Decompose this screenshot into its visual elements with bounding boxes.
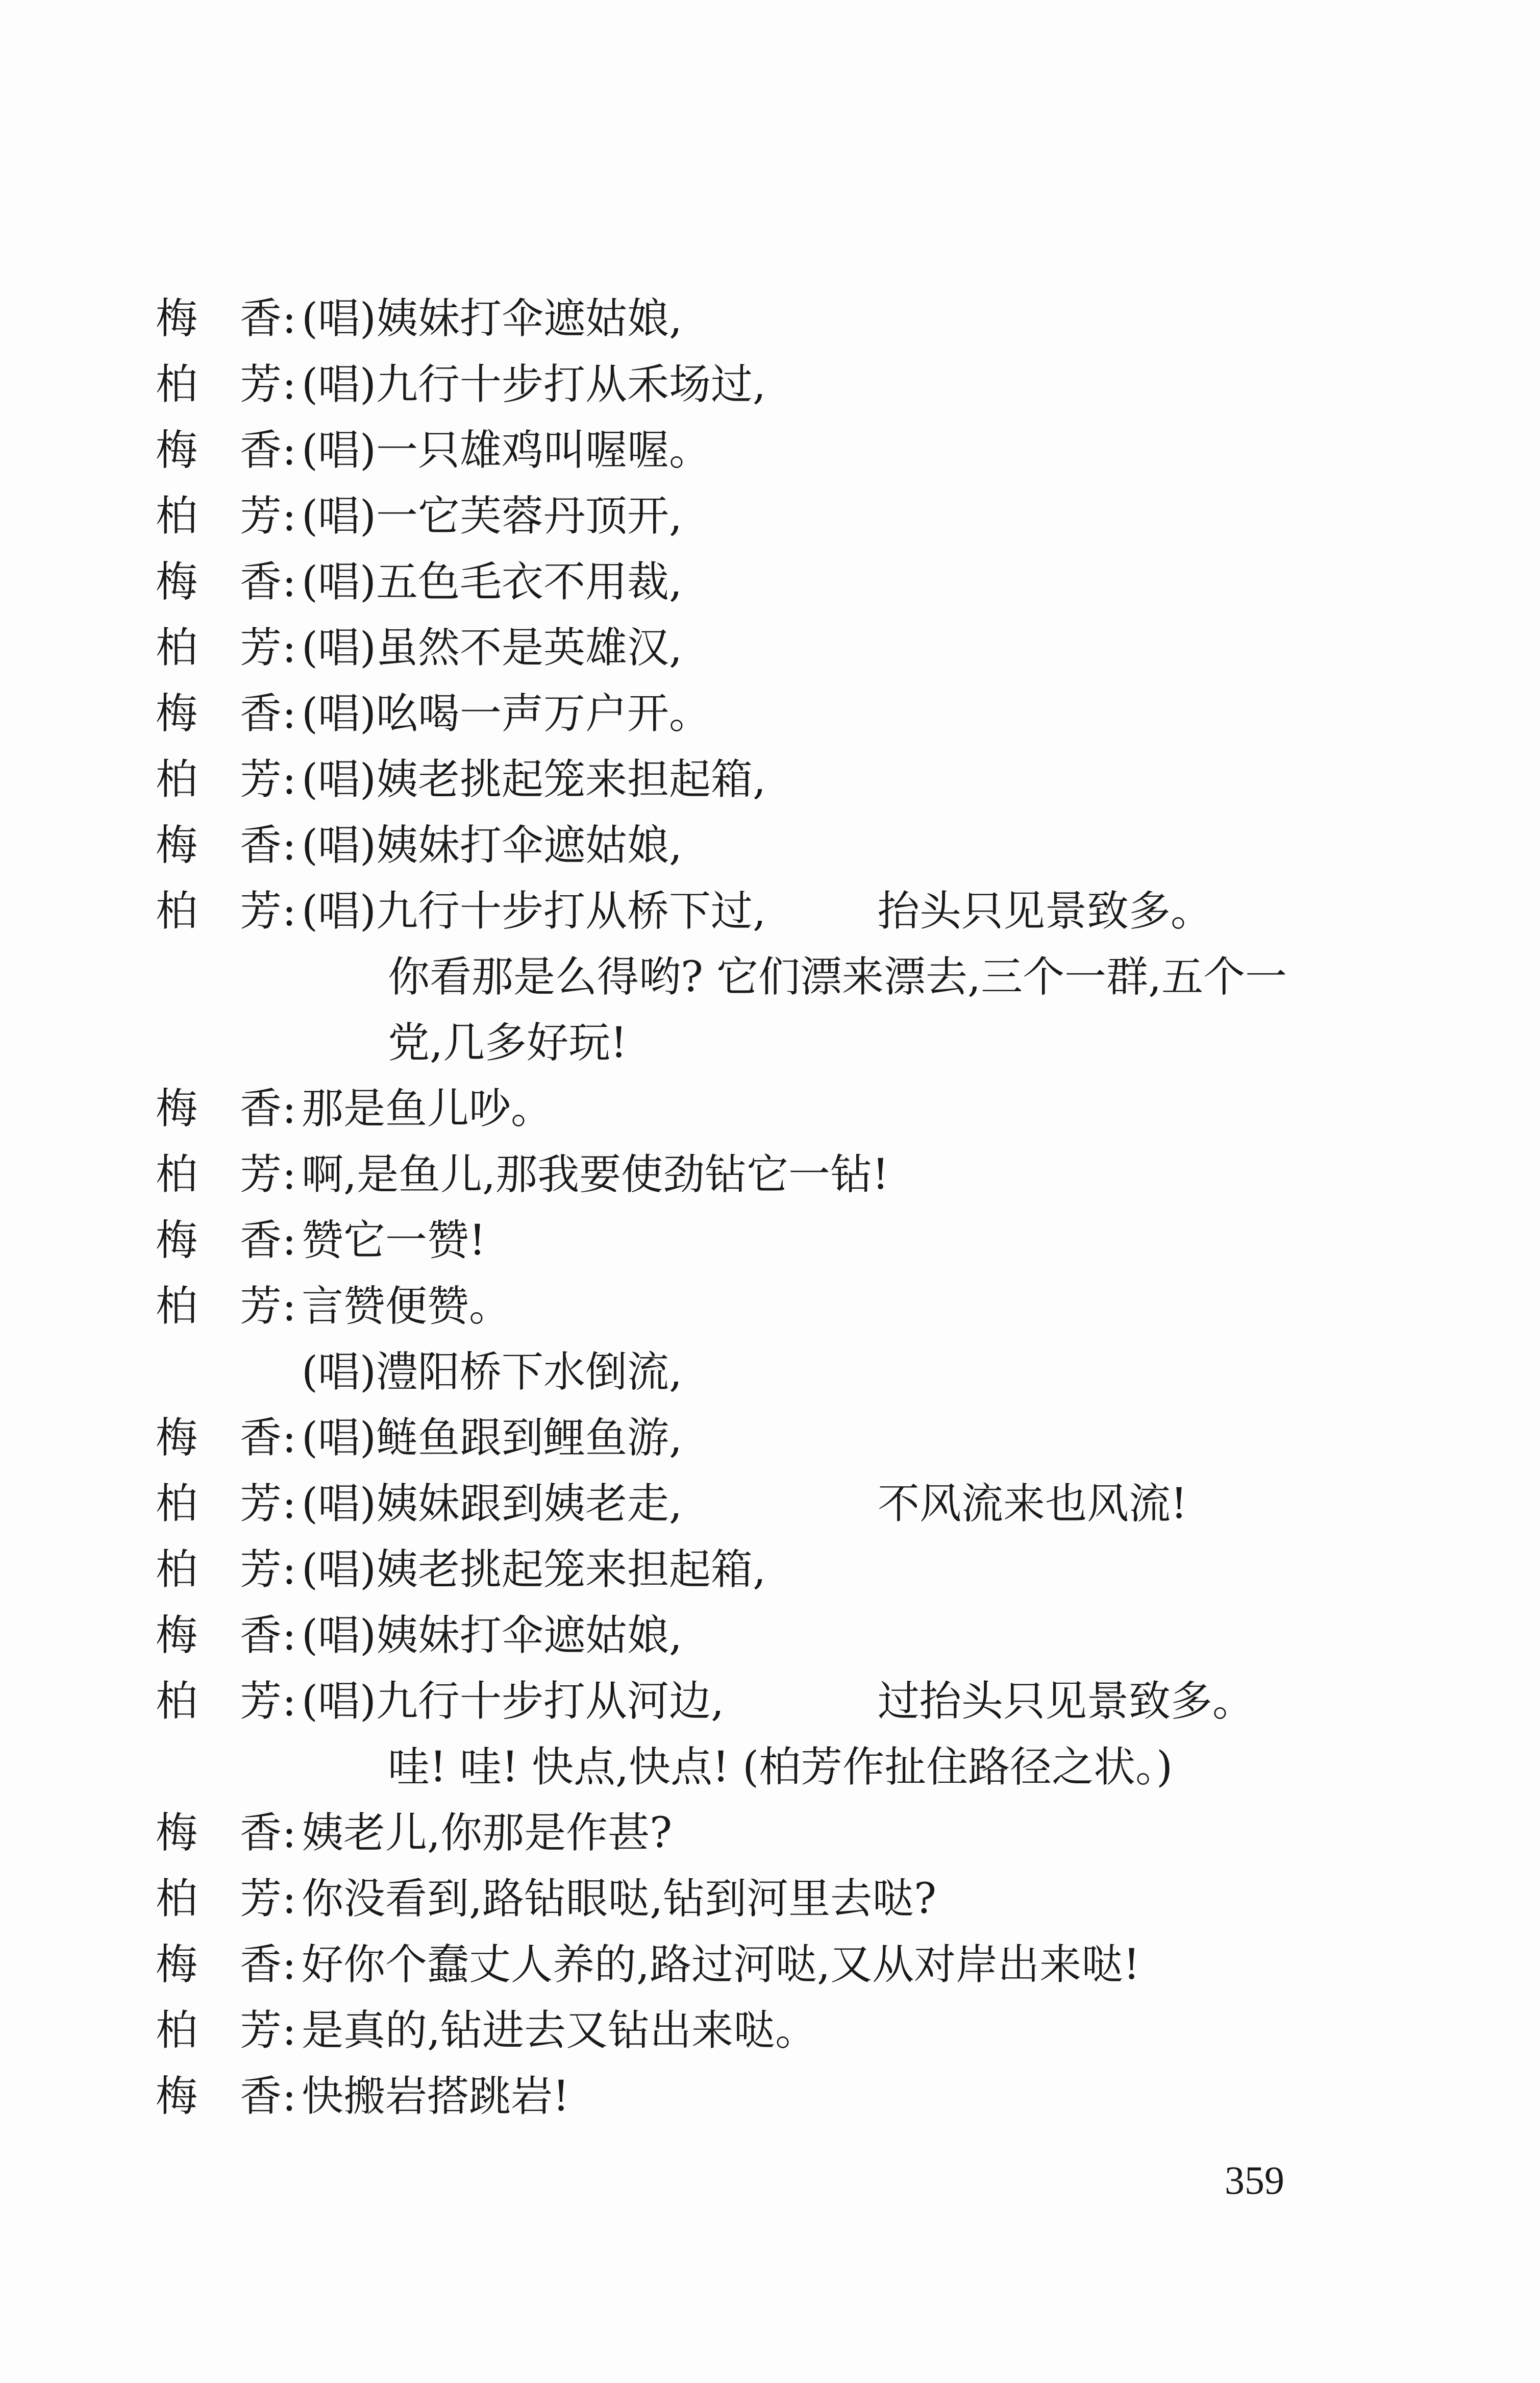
speaker-colon: : bbox=[282, 2006, 296, 2055]
speaker-char-2: 香 bbox=[240, 1809, 282, 1857]
dialogue-text: 是真的,钻进去又钻出来哒。 bbox=[302, 2006, 817, 2055]
speaker-colon: : bbox=[282, 1414, 296, 1462]
speaker-char-2: 香 bbox=[240, 1085, 282, 1133]
speaker-colon: : bbox=[282, 887, 296, 936]
dialogue-aside-text: 不风流来也风流! bbox=[878, 1480, 1187, 1528]
speaker-colon: : bbox=[282, 1085, 296, 1133]
dialogue-text: 言赞便赞。 bbox=[302, 1282, 511, 1331]
speaker-colon: : bbox=[282, 1809, 296, 1857]
speaker-colon: : bbox=[282, 360, 296, 409]
dialogue-continuation bbox=[156, 1734, 1380, 1800]
speaker-char-2: 香 bbox=[240, 1216, 282, 1265]
speaker-colon: : bbox=[282, 1875, 296, 1923]
dialogue-text: 啊,是鱼儿,那我要使劲钻它一钻! bbox=[302, 1150, 889, 1199]
dialogue-text: 好你个蠢丈人养的,路过河哒,又从对岸出来哒! bbox=[302, 1940, 1140, 1989]
page-number: 359 bbox=[1225, 2158, 1284, 2202]
speaker-char-2: 芳 bbox=[240, 1150, 282, 1199]
dialogue-line bbox=[156, 1932, 1380, 1998]
dialogue-line bbox=[156, 615, 1380, 681]
dialogue-line bbox=[156, 1208, 1380, 1273]
speaker-char-1: 梅 bbox=[156, 1809, 198, 1857]
speaker-colon: : bbox=[282, 1282, 296, 1331]
speaker-char-1: 梅 bbox=[156, 1414, 198, 1462]
speaker-char-1: 梅 bbox=[156, 2072, 198, 2121]
dialogue-text: (唱)澧阳桥下水倒流, bbox=[302, 1348, 683, 1396]
speaker-colon: : bbox=[282, 1216, 296, 1265]
speaker-char-2: 香 bbox=[240, 1611, 282, 1660]
script-body bbox=[156, 286, 1380, 2129]
dialogue-text: (唱)九行十步打从河边, bbox=[302, 1677, 725, 1726]
speaker-char-1: 梅 bbox=[156, 1085, 198, 1133]
speaker-char-1: 梅 bbox=[156, 558, 198, 606]
speaker-char-1: 柏 bbox=[156, 1480, 198, 1528]
dialogue-aside-text: 抬头只见景致多。 bbox=[878, 887, 1213, 936]
speaker-colon: : bbox=[282, 821, 296, 870]
dialogue-text: 快搬岩搭跳岩! bbox=[302, 2072, 569, 2121]
dialogue-text: 哇! 哇! 快点,快点! (柏芳作扯住路径之状。) bbox=[388, 1743, 1173, 1791]
speaker-colon: : bbox=[282, 492, 296, 541]
speaker-char-2: 芳 bbox=[240, 1875, 282, 1923]
dialogue-text: (唱)一它芙蓉丹顶开, bbox=[302, 492, 683, 541]
speaker-char-2: 香 bbox=[240, 426, 282, 475]
dialogue-line bbox=[156, 878, 1380, 944]
speaker-char-2: 香 bbox=[240, 1940, 282, 1989]
dialogue-aside-text: 过抬头只见景致多。 bbox=[878, 1677, 1255, 1726]
dialogue-text: (唱)九行十步打从桥下过, bbox=[302, 887, 766, 936]
speaker-char-1: 梅 bbox=[156, 426, 198, 475]
speaker-char-2: 芳 bbox=[240, 1677, 282, 1726]
speaker-colon: : bbox=[282, 426, 296, 475]
dialogue-text: (唱)姨妹打伞遮姑娘, bbox=[302, 294, 683, 343]
speaker-colon: : bbox=[282, 1940, 296, 1989]
speaker-char-2: 香 bbox=[240, 821, 282, 870]
dialogue-text: (唱)姨老挑起笼来担起箱, bbox=[302, 1545, 766, 1594]
speaker-colon: : bbox=[282, 1150, 296, 1199]
dialogue-line bbox=[156, 2063, 1380, 2129]
dialogue-text: 赞它一赞! bbox=[302, 1216, 486, 1265]
speaker-char-1: 柏 bbox=[156, 1150, 198, 1199]
speaker-char-1: 梅 bbox=[156, 294, 198, 343]
dialogue-text: (唱)鲢鱼跟到鲤鱼游, bbox=[302, 1414, 683, 1462]
speaker-char-1: 梅 bbox=[156, 690, 198, 738]
speaker-char-1: 柏 bbox=[156, 360, 198, 409]
dialogue-line bbox=[156, 813, 1380, 878]
speaker-char-2: 芳 bbox=[240, 887, 282, 936]
dialogue-text: 你没看到,路钻眼哒,钻到河里去哒? bbox=[302, 1875, 937, 1923]
dialogue-text: (唱)姨妹打伞遮姑娘, bbox=[302, 821, 683, 870]
speaker-char-1: 柏 bbox=[156, 1545, 198, 1594]
dialogue-line bbox=[156, 1076, 1380, 1142]
speaker-char-2: 香 bbox=[240, 690, 282, 738]
dialogue-line bbox=[156, 1603, 1380, 1668]
speaker-char-2: 香 bbox=[240, 2072, 282, 2121]
dialogue-continuation bbox=[156, 1010, 1380, 1076]
dialogue-text: 你看那是么得哟? 它们漂来漂去,三个一群,五个一 bbox=[388, 953, 1287, 1001]
dialogue-text: (唱)一只雄鸡叫喔喔。 bbox=[302, 426, 711, 475]
speaker-colon: : bbox=[282, 1545, 296, 1594]
dialogue-line bbox=[156, 483, 1380, 549]
speaker-colon: : bbox=[282, 690, 296, 738]
speaker-char-2: 芳 bbox=[240, 492, 282, 541]
speaker-colon: : bbox=[282, 755, 296, 804]
speaker-char-2: 香 bbox=[240, 294, 282, 343]
speaker-char-1: 柏 bbox=[156, 624, 198, 672]
speaker-char-2: 芳 bbox=[240, 360, 282, 409]
dialogue-text: (唱)虽然不是英雄汉, bbox=[302, 624, 683, 672]
dialogue-line bbox=[156, 1471, 1380, 1537]
dialogue-text: (唱)姨妹跟到姨老走, bbox=[302, 1480, 683, 1528]
speaker-char-1: 梅 bbox=[156, 1940, 198, 1989]
speaker-colon: : bbox=[282, 558, 296, 606]
dialogue-continuation bbox=[156, 1339, 1380, 1405]
dialogue-text: (唱)吆喝一声万户开。 bbox=[302, 690, 711, 738]
speaker-char-1: 柏 bbox=[156, 755, 198, 804]
speaker-colon: : bbox=[282, 1677, 296, 1726]
dialogue-text: (唱)姨妹打伞遮姑娘, bbox=[302, 1611, 683, 1660]
dialogue-line bbox=[156, 1800, 1380, 1866]
dialogue-line bbox=[156, 681, 1380, 747]
speaker-char-2: 香 bbox=[240, 1414, 282, 1462]
speaker-char-1: 梅 bbox=[156, 821, 198, 870]
dialogue-line bbox=[156, 1998, 1380, 2063]
speaker-char-1: 柏 bbox=[156, 492, 198, 541]
speaker-char-2: 香 bbox=[240, 558, 282, 606]
speaker-colon: : bbox=[282, 294, 296, 343]
speaker-colon: : bbox=[282, 1611, 296, 1660]
speaker-char-2: 芳 bbox=[240, 1545, 282, 1594]
speaker-colon: : bbox=[282, 624, 296, 672]
dialogue-continuation bbox=[156, 944, 1380, 1010]
dialogue-text: (唱)五色毛衣不用裁, bbox=[302, 558, 683, 606]
speaker-colon: : bbox=[282, 2072, 296, 2121]
speaker-char-2: 芳 bbox=[240, 624, 282, 672]
speaker-char-1: 柏 bbox=[156, 887, 198, 936]
dialogue-text: (唱)姨老挑起笼来担起箱, bbox=[302, 755, 766, 804]
speaker-char-1: 柏 bbox=[156, 1875, 198, 1923]
dialogue-line bbox=[156, 549, 1380, 615]
dialogue-line bbox=[156, 1668, 1380, 1734]
speaker-char-1: 柏 bbox=[156, 1282, 198, 1331]
speaker-char-2: 芳 bbox=[240, 2006, 282, 2055]
dialogue-text: (唱)九行十步打从禾场过, bbox=[302, 360, 766, 409]
dialogue-text: 姨老儿,你那是作甚? bbox=[302, 1809, 673, 1857]
dialogue-line bbox=[156, 1405, 1380, 1471]
speaker-char-2: 芳 bbox=[240, 1282, 282, 1331]
dialogue-line bbox=[156, 286, 1380, 352]
dialogue-line bbox=[156, 1142, 1380, 1208]
speaker-char-2: 芳 bbox=[240, 755, 282, 804]
speaker-colon: : bbox=[282, 1480, 296, 1528]
dialogue-text: 党,几多好玩! bbox=[388, 1019, 628, 1067]
speaker-char-2: 芳 bbox=[240, 1480, 282, 1528]
speaker-char-1: 柏 bbox=[156, 2006, 198, 2055]
dialogue-text: 那是鱼儿吵。 bbox=[302, 1085, 553, 1133]
dialogue-line bbox=[156, 417, 1380, 483]
dialogue-line bbox=[156, 747, 1380, 813]
dialogue-line bbox=[156, 1537, 1380, 1603]
dialogue-line bbox=[156, 1273, 1380, 1339]
speaker-char-1: 梅 bbox=[156, 1611, 198, 1660]
dialogue-line bbox=[156, 352, 1380, 417]
speaker-char-1: 梅 bbox=[156, 1216, 198, 1265]
speaker-char-1: 柏 bbox=[156, 1677, 198, 1726]
dialogue-line bbox=[156, 1866, 1380, 1932]
